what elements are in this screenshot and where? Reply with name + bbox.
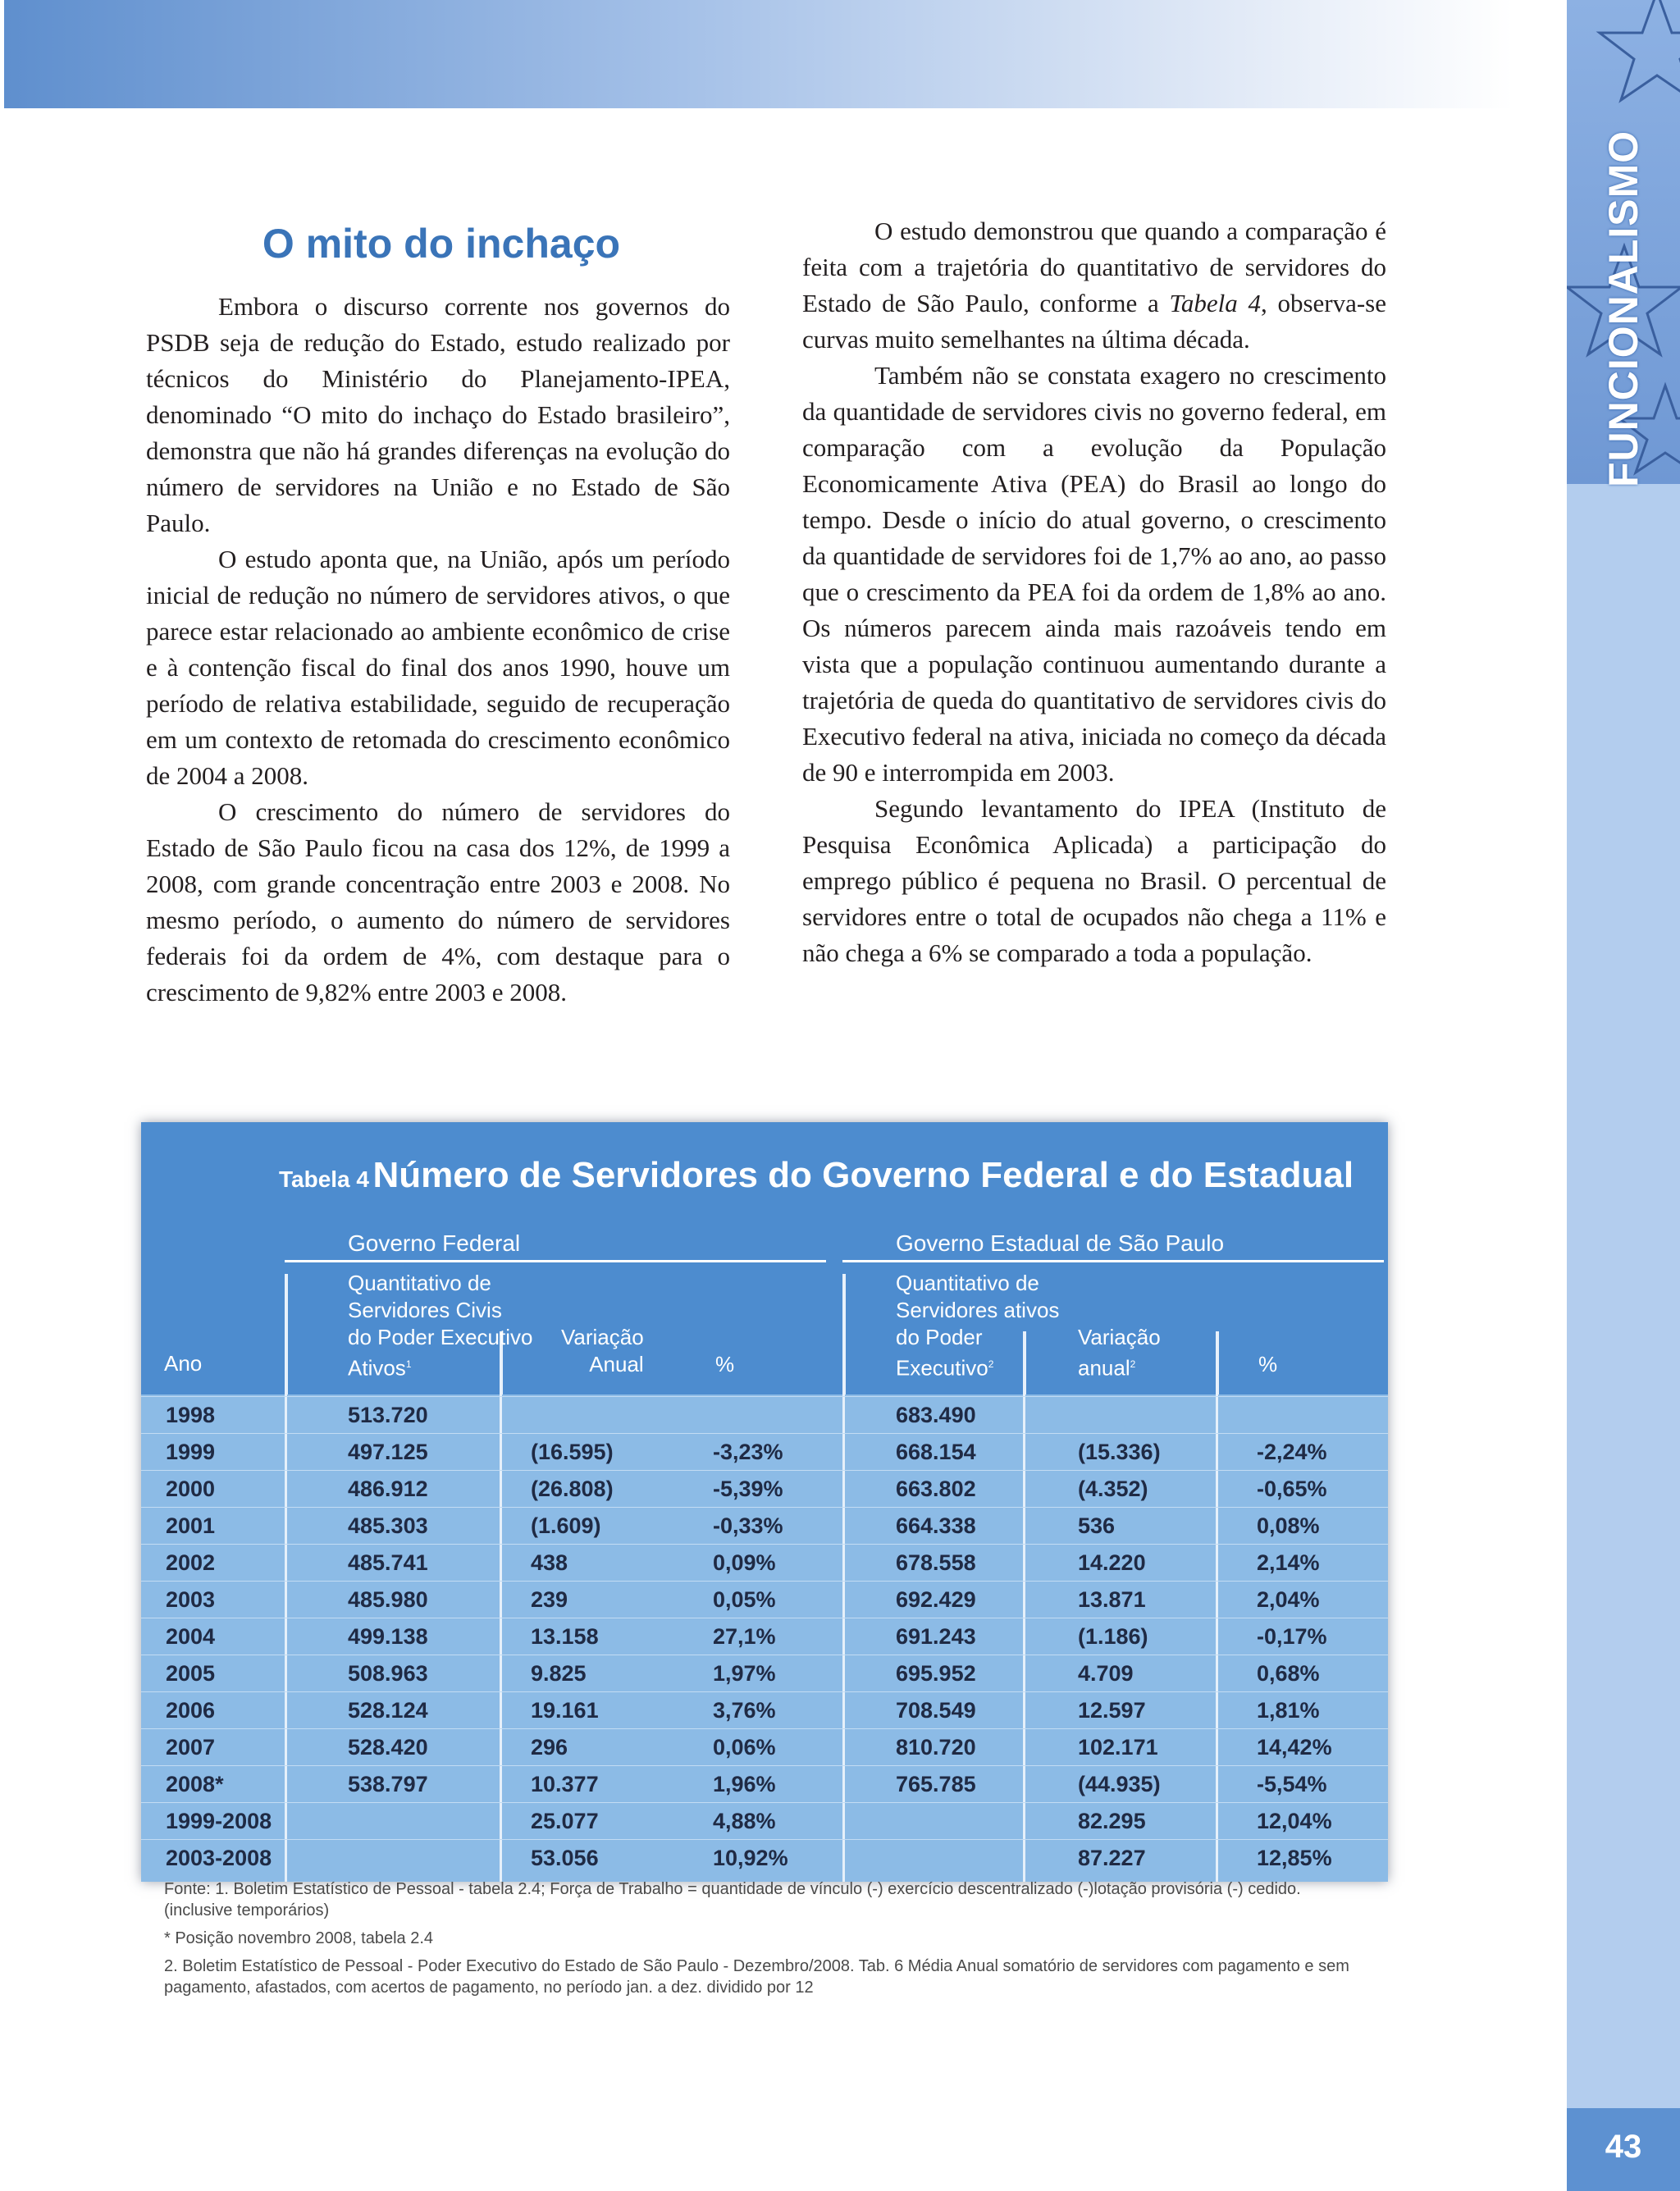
paragraph [802,213,1386,358]
paragraph: Também não se constata exagero no crescimento da quantidade de servidores civis no governo federal, em comparação com a evolução da População Economicamente Ativa (PEA) do Brasil ao longo do tempo. Desde o início do atual governo, o crescimento da quantidade de servidores foi de 1,7% ao ano, ao passo que o crescimento da PEA foi da ordem de 1,8% ao ano. Os números parecem ainda mais razoáveis tendo em vista que a população continuou aumentando durante a trajetória de queda do quantitativo de servidores civis do Executivo federal na ativa, iniciada no começo da década de 90 e interrompida em 2003. [802,361,1386,787]
header-line: do Poder Executivo [348,1325,533,1349]
cell-state-percent: -0,65% [1257,1477,1327,1501]
cell-ano: 2004 [166,1624,216,1649]
header-line: Servidores ativos [896,1298,1060,1322]
cell-fed-variation: 13.158 [531,1624,599,1649]
cell-ano: 2002 [166,1550,216,1575]
table-row [141,1581,1388,1618]
cell-state-variation: (4.352) [1078,1477,1148,1501]
header-divider [842,1274,846,1394]
header-line: Servidores Civis [348,1298,502,1322]
cell-fed-quantity: 485.303 [348,1513,428,1538]
cell-fed-variation: 53.056 [531,1846,599,1870]
cell-fed-variation: (16.595) [531,1440,614,1464]
cell-ano: 1999-2008 [166,1809,272,1833]
cell-fed-variation: (26.808) [531,1477,614,1501]
cell-state-quantity: 663.802 [896,1477,976,1501]
header-line: Quantitativo de [896,1271,1039,1295]
cell-state-variation: 14.220 [1078,1550,1146,1575]
cell-fed-quantity: 508.963 [348,1661,428,1686]
table-body [141,1394,1388,1882]
cell-state-variation: 12.597 [1078,1698,1146,1723]
table-row [141,1470,1388,1507]
cell-fed-variation: 25.077 [531,1809,599,1833]
cell-ano: 2003 [166,1587,216,1612]
table-title [279,1155,1354,1196]
table-number: Tabela 4 [279,1166,369,1192]
group-rule [842,1260,1384,1262]
cell-state-percent: 12,85% [1257,1846,1332,1870]
group-federal-label: Governo Federal [348,1230,521,1256]
group-rule [285,1260,826,1262]
header-line: Variação [1078,1325,1161,1349]
cell-fed-variation: (1.609) [531,1513,601,1538]
cell-fed-variation: 239 [531,1587,568,1612]
cell-state-variation: 4.709 [1078,1661,1134,1686]
article-title: O mito do inchaço [262,221,621,267]
cell-state-percent: 14,42% [1257,1735,1332,1760]
cell-fed-variation: 19.161 [531,1698,599,1723]
cell-state-variation: 82.295 [1078,1809,1146,1833]
footnote-marker: 2 [1130,1358,1136,1370]
source-note-2: 2. Boletim Estatístico de Pessoal - Poder Executivo do Estado de São Paulo - Dezembro/2008. Tab. 6 Média Anual somatório de servidores com pagamento e sem pagamento, afastados, com acertos de pagamento, no período jan. a dez. dividido por 12 [164,1957,1349,1997]
cell-fed-percent: 10,92% [713,1846,788,1870]
group-state-label: Governo Estadual de São Paulo [896,1230,1225,1256]
cell-ano: 1998 [166,1403,216,1427]
cell-fed-variation: 9.825 [531,1661,587,1686]
table-row [141,1507,1388,1544]
table-row [141,1544,1388,1581]
cell-fed-quantity: 497.125 [348,1440,428,1464]
header-line: Variação [561,1325,644,1349]
header-line: Quantitativo de [348,1271,491,1295]
paragraph: O crescimento do número de servidores do Estado de São Paulo ficou na casa dos 12%, de 1999 a 2008, com grande concentração entre 2003 e 2008. No mesmo período, o aumento do número de servidores federais foi da ordem de 4%, com destaque para o crescimento de 9,82% entre 2003 e 2008. [146,797,730,1006]
header-band [4,0,1513,108]
cell-state-variation: (44.935) [1078,1772,1161,1796]
cell-state-quantity: 765.785 [896,1772,976,1796]
cell-state-variation: 102.171 [1078,1735,1158,1760]
paragraph: Segundo levantamento do IPEA (Instituto de Pesquisa Econômica Aplicada) a participação do emprego público é pequena no Brasil. O percentual de servidores entre o total de ocupados não chega a 11% e não chega a 6% se comparado a toda a população. [802,794,1386,967]
cell-state-percent: -2,24% [1257,1440,1327,1464]
paragraph-text: , observa-se curvas muito semelhantes na última década. [802,289,1386,354]
table-row [141,1618,1388,1655]
cell-fed-percent: -5,39% [713,1477,783,1501]
cell-state-percent: -5,54% [1257,1772,1327,1796]
table-header [141,1229,1388,1394]
cell-state-quantity: 678.558 [896,1550,976,1575]
position-note: * Posição novembro 2008, tabela 2.4 [164,1929,433,1947]
cell-state-quantity: 664.338 [896,1513,976,1538]
col-ano: Ano [164,1351,203,1376]
cell-fed-quantity: 485.741 [348,1550,428,1575]
cell-ano: 2003-2008 [166,1846,272,1870]
cell-state-percent: 1,81% [1257,1698,1320,1723]
cell-fed-percent: 1,97% [713,1661,776,1686]
cell-state-percent: 0,68% [1257,1661,1320,1686]
cell-state-variation: 13.871 [1078,1587,1146,1612]
cell-state-quantity: 668.154 [896,1440,976,1464]
cell-fed-percent: 0,09% [713,1550,776,1575]
cell-state-quantity: 691.243 [896,1624,976,1649]
cell-ano: 1999 [166,1440,216,1464]
cell-fed-quantity: 538.797 [348,1772,428,1796]
header-line: anual$^2$ [1078,1355,1136,1381]
cell-fed-percent: -3,23% [713,1440,783,1464]
cell-fed-quantity: 528.420 [348,1735,428,1760]
footnote-marker: 1 [405,1358,412,1370]
cell-fed-quantity: 485.980 [348,1587,428,1612]
cell-fed-percent: 3,76% [713,1698,776,1723]
col-state-quantity [896,1270,1059,1382]
cell-state-percent: 2,04% [1257,1587,1320,1612]
source-note: Fonte: 1. Boletim Estatístico de Pessoal - tabela 2.4; Força de Trabalho = quantidade de vínculo (-) exercício descentralizado (-)lotação provisória (-) cedido. (inclusive temporários) [164,1880,1301,1919]
table-notes [164,1878,1362,2005]
cell-fed-percent: 27,1% [713,1624,776,1649]
col-fed-variation [561,1324,644,1378]
cell-fed-variation: 10.377 [531,1772,599,1796]
table-row [141,1691,1388,1728]
cell-fed-quantity: 486.912 [348,1477,428,1501]
table-reference: Tabela 4 [1169,289,1261,317]
cell-state-variation: (15.336) [1078,1440,1161,1464]
cell-state-percent: 0,08% [1257,1513,1320,1538]
cell-ano: 2008* [166,1772,224,1796]
table-row [141,1433,1388,1470]
col-fed-percent: % [715,1352,735,1376]
header-line: Ativos$^1$ [348,1355,412,1381]
section-label: FUNCIONALISMO [1600,130,1646,487]
cell-fed-percent: 0,05% [713,1587,776,1612]
col-state-variation [1078,1324,1161,1382]
article-right-column [802,213,1386,971]
table-row [141,1765,1388,1802]
cell-fed-quantity: 499.138 [348,1624,428,1649]
col-fed-quantity [348,1270,532,1382]
servants-table [141,1122,1388,1882]
cell-state-variation: (1.186) [1078,1624,1148,1649]
cell-state-quantity: 708.549 [896,1698,976,1723]
cell-state-quantity: 683.490 [896,1403,976,1427]
cell-ano: 2001 [166,1513,216,1538]
cell-fed-percent: 0,06% [713,1735,776,1760]
table-row [141,1396,1388,1433]
cell-state-variation: 536 [1078,1513,1116,1538]
cell-state-percent: -0,17% [1257,1624,1327,1649]
cell-state-quantity: 810.720 [896,1735,976,1760]
page-number: 43 [1605,2129,1642,2165]
cell-state-quantity: 692.429 [896,1587,976,1612]
paragraph-text: O estudo demonstrou que quando a comparação é feita com a trajetória do quantitativo de servidores do Estado de São Paulo, conforme a [802,217,1386,317]
cell-ano: 2000 [166,1477,216,1501]
paragraph: O estudo aponta que, na União, após um período inicial de redução no número de servidores ativos, o que parece estar relacionado ao ambiente econômico de crise e à contenção fiscal do final dos anos 1990, houve um período de relativa estabilidade, seguido de recuperação em um contexto de retomada do crescimento econômico de 2004 a 2008. [146,545,730,790]
cell-state-percent: 12,04% [1257,1809,1332,1833]
header-line: do Poder [896,1325,983,1349]
article-left-column [146,289,730,1011]
cell-fed-variation: 438 [531,1550,568,1575]
cell-ano: 2006 [166,1698,216,1723]
header-divider [1216,1331,1219,1394]
cell-fed-variation: 296 [531,1735,568,1760]
cell-state-percent: 2,14% [1257,1550,1320,1575]
header-line: Executivo$^2$ [896,1355,994,1381]
cell-fed-percent: 4,88% [713,1809,776,1833]
cell-fed-percent: -0,33% [713,1513,783,1538]
cell-state-variation: 87.227 [1078,1846,1146,1870]
footnote-marker: 2 [988,1358,994,1370]
table-row [141,1728,1388,1765]
table-row [141,1839,1388,1876]
table-title-text: Número de Servidores do Governo Federal e do Estadual [372,1155,1354,1195]
cell-ano: 2005 [166,1661,216,1686]
header-divider [285,1274,288,1394]
cell-fed-percent: 1,96% [713,1772,776,1796]
cell-state-quantity: 695.952 [896,1661,976,1686]
paragraph: Embora o discurso corrente nos governos do PSDB seja de redução do Estado, estudo realizado por técnicos do Ministério do Planejamento-IPEA, denominado “O mito do inchaço do Estado brasileiro”, demonstra que não há grandes diferenças na evolução do número de servidores na União e no Estado de São Paulo. [146,292,730,537]
table-row [141,1655,1388,1691]
cell-fed-quantity: 528.124 [348,1698,428,1723]
header-line: Anual [589,1352,644,1376]
table-row [141,1802,1388,1839]
cell-ano: 2007 [166,1735,216,1760]
col-state-percent: % [1258,1352,1278,1376]
cell-fed-quantity: 513.720 [348,1403,428,1427]
